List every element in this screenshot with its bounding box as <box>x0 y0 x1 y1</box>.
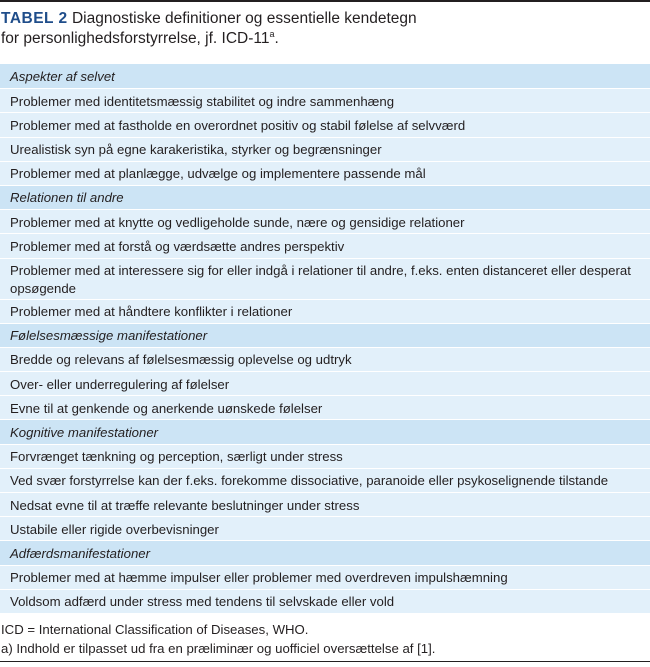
section-heading: Aspekter af selvet <box>0 64 650 88</box>
caption-end: . <box>274 29 279 47</box>
table-row: Problemer med at interessere sig for eller indgå i relationer til andre, f.eks. enten distanceret eller desperat opsøgende <box>0 258 650 299</box>
table-row: Ved svær forstyrrelse kan der f.eks. forekomme dissociative, paranoide eller psykoselignende tilstande <box>0 468 650 492</box>
table-row: Urealistisk syn på egne karakeristika, styrker og begrænsninger <box>0 137 650 161</box>
table-label: TABEL 2 <box>1 10 68 27</box>
table-row: Ustabile eller rigide overbevisninger <box>0 516 650 540</box>
top-rule <box>0 0 650 2</box>
table-row: Problemer med at fastholde en overordnet positiv og stabil følelse af selvværd <box>0 112 650 136</box>
section-heading: Følelsesmæssige manifestationer <box>0 323 650 347</box>
table-row: Problemer med identitetsmæssig stabilitet og indre sammenhæng <box>0 88 650 112</box>
bottom-rule <box>0 661 650 662</box>
table-row: Bredde og relevans af følelsesmæssig oplevelse og udtryk <box>0 347 650 371</box>
criteria-table <box>0 64 650 613</box>
table-row: Problemer med at hæmme impulser eller problemer med overdreven impulshæmning <box>0 565 650 589</box>
table-row: Forvrænget tænkning og perception, særligt under stress <box>0 444 650 468</box>
caption-footnote-marker: a <box>269 28 275 39</box>
section-heading: Kognitive manifestationer <box>0 419 650 443</box>
footnote-a: a) Indhold er tilpasset ud fra en præliminær og uofficiel oversættelse af [1]. <box>1 641 436 656</box>
table-footnotes <box>1 620 646 658</box>
table-row: Problemer med at knytte og vedligeholde sunde, nære og gensidige relationer <box>0 209 650 233</box>
table-row: Problemer med at håndtere konflikter i relationer <box>0 299 650 323</box>
table-caption <box>1 9 641 48</box>
table-row: Nedsat evne til at træffe relevante beslutninger under stress <box>0 492 650 516</box>
section-heading: Adfærdsmanifestationer <box>0 540 650 564</box>
caption-line-2: for personlighedsforstyrrelse, jf. ICD-11 <box>1 29 270 47</box>
footnote-abbreviation: ICD = International Classification of Diseases, WHO. <box>1 622 309 637</box>
caption-line-1: Diagnostiske definitioner og essentielle kendetegn <box>71 10 417 27</box>
table-row: Problemer med at forstå og værdsætte andres perspektiv <box>0 233 650 257</box>
table-row: Over- eller underregulering af følelser <box>0 371 650 395</box>
table-row: Voldsom adfærd under stress med tendens til selvskade eller vold <box>0 589 650 613</box>
table-row: Problemer med at planlægge, udvælge og implementere passende mål <box>0 161 650 185</box>
table-row: Evne til at genkende og anerkende uønskede følelser <box>0 395 650 419</box>
section-heading: Relationen til andre <box>0 185 650 209</box>
